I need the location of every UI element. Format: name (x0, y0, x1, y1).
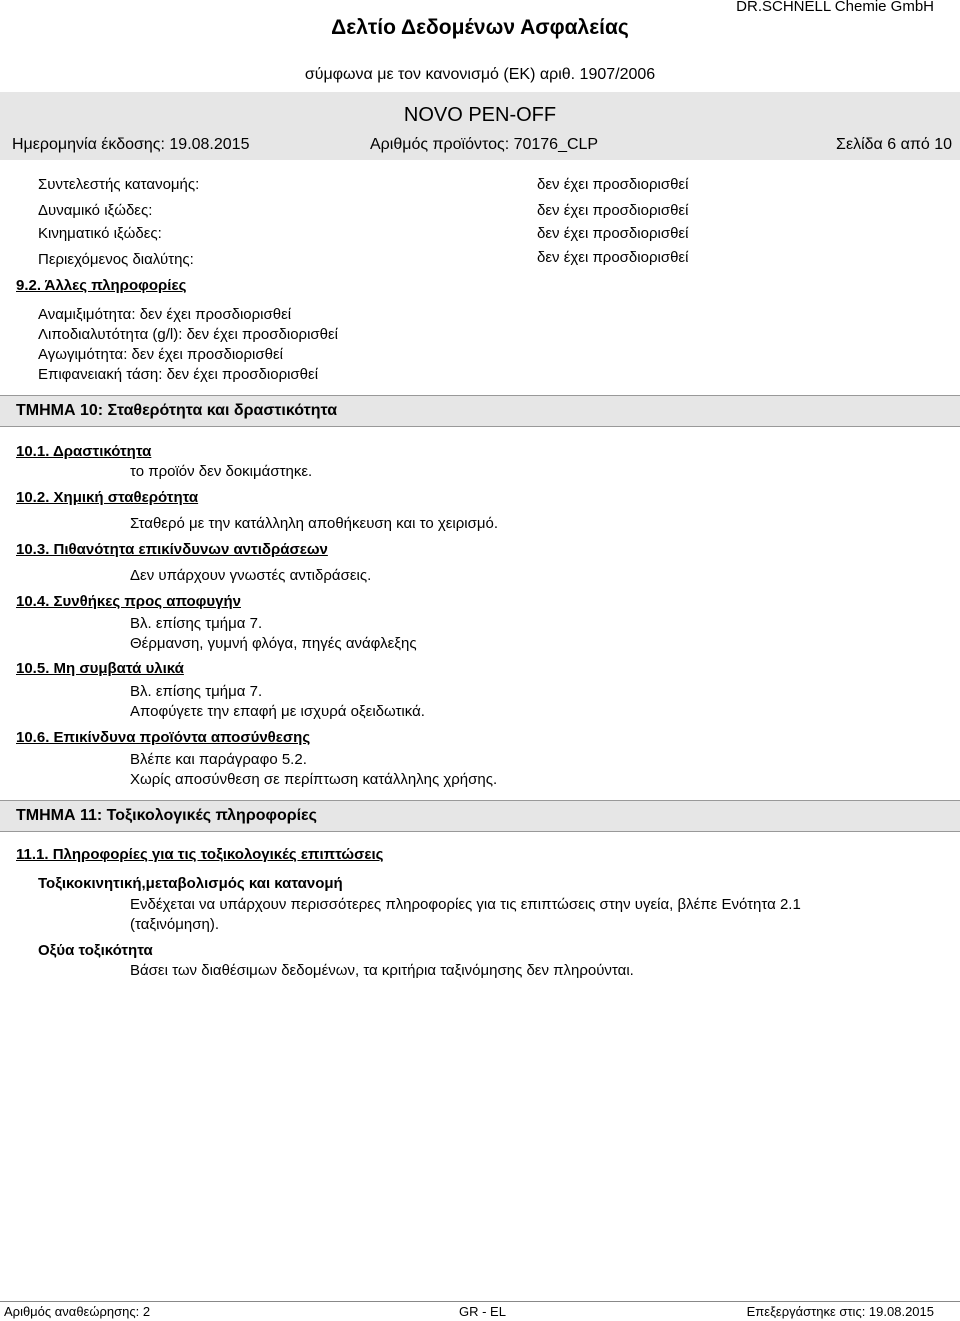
info-line: Επιφανειακή τάση: δεν έχει προσδιορισθεί (38, 366, 319, 383)
subsection-heading-11-1: 11.1. Πληροφορίες για τις τοξικολογικές επιπτώσεις (16, 846, 384, 863)
subsection-heading-10-1: 10.1. Δραστικότητα (16, 443, 152, 460)
company-name: DR.SCHNELL Chemie GmbH (736, 0, 934, 15)
document-title: Δελτίο Δεδομένων Ασφαλείας (331, 16, 629, 39)
revision-number: Αριθμός αναθεώρησης: 2 (4, 1304, 151, 1319)
subsection-text: Αποφύγετε την επαφή με ισχυρά οξειδωτικά. (130, 703, 425, 720)
info-line: Λιποδιαλυτότητα (g/l): δεν έχει προσδιορισθεί (38, 326, 339, 343)
subsection-text: το προϊόν δεν δοκιμάστηκε. (130, 463, 313, 480)
subsection-heading-10-6: 10.6. Επικίνδυνα προϊόντα αποσύνθεσης (16, 729, 311, 746)
product-name: NOVO PEN-OFF (403, 104, 557, 126)
info-line: Αγωγιμότητα: δεν έχει προσδιορισθεί (38, 346, 283, 363)
property-value: δεν έχει προσδιορισθεί (537, 202, 689, 219)
product-number: Αριθμός προϊόντος: 70176_CLP (370, 136, 599, 153)
acute-toxicity-heading: Οξύα τοξικότητα (38, 942, 153, 959)
issue-date: Ημερομηνία έκδοσης: 19.08.2015 (12, 136, 250, 153)
section-10-bar (0, 395, 960, 427)
info-line: Αναμιξιμότητα: δεν έχει προσδιορισθεί (38, 306, 292, 323)
subsection-text: Βλ. επίσης τμήμα 7. (130, 683, 263, 700)
subsection-heading-10-3: 10.3. Πιθανότητα επικίνδυνων αντιδράσεων (16, 541, 328, 558)
section-10-title: ΤΜΗΜΑ 10: Σταθερότητα και δραστικότητα (16, 402, 338, 419)
processed-date: Επεξεργάστηκε στις: 19.08.2015 (746, 1304, 934, 1319)
subsection-heading-10-5: 10.5. Μη συμβατά υλικά (16, 660, 184, 677)
section-11-bar (0, 800, 960, 832)
toxicokinetics-text: (ταξινόμηση). (130, 916, 220, 933)
property-value: δεν έχει προσδιορισθεί (537, 249, 689, 266)
subsection-text: Δεν υπάρχουν γνωστές αντιδράσεις. (130, 567, 372, 584)
regulation-reference: σύμφωνα με τον κανονισμό (ΕΚ) αριθ. 1907/2006 (304, 66, 656, 83)
subsection-text: Σταθερό με την κατάλληλη αποθήκευση και το χειρισμό. (130, 515, 499, 532)
subsection-text: Βλέπε και παράγραφο 5.2. (130, 751, 307, 768)
product-header-box (0, 92, 960, 160)
toxicokinetics-text: Ενδέχεται να υπάρχουν περισσότερες πληροφορίες για τις επιπτώσεις στην υγεία, βλέπε Ενότητα 2.1 (130, 896, 801, 913)
property-value: δεν έχει προσδιορισθεί (537, 225, 689, 242)
property-label: Συντελεστής κατανομής: (38, 176, 200, 193)
acute-toxicity-text: Βάσει των διαθέσιμων δεδομένων, τα κριτήρια ταξινόμησης δεν πληρούνται. (130, 962, 634, 979)
subsection-heading-10-4: 10.4. Συνθήκες προς αποφυγήν (16, 593, 241, 610)
property-label: Περιεχόμενος διαλύτης: (38, 251, 194, 268)
language-code: GR - EL (459, 1304, 506, 1319)
subsection-heading-10-2: 10.2. Χημική σταθερότητα (16, 489, 199, 506)
property-label: Δυναμικό ιξώδες: (38, 202, 153, 219)
subsection-heading-9-2: 9.2. Άλλες πληροφορίες (16, 277, 187, 294)
section-11-title: ΤΜΗΜΑ 11: Τοξικολογικές πληροφορίες (16, 807, 317, 824)
subsection-text: Χωρίς αποσύνθεση σε περίπτωση κατάλληλης χρήσης. (130, 771, 498, 788)
subsection-text: Βλ. επίσης τμήμα 7. (130, 615, 263, 632)
toxicokinetics-heading: Τοξικοκινητική,μεταβολισμός και κατανομή (38, 875, 343, 892)
property-value: δεν έχει προσδιορισθεί (537, 176, 689, 193)
subsection-text: Θέρμανση, γυμνή φλόγα, πηγές ανάφλεξης (130, 635, 417, 652)
property-label: Κινηματικό ιξώδες: (38, 225, 162, 242)
footer-divider (0, 1301, 960, 1302)
page-number: Σελίδα 6 από 10 (836, 136, 952, 153)
